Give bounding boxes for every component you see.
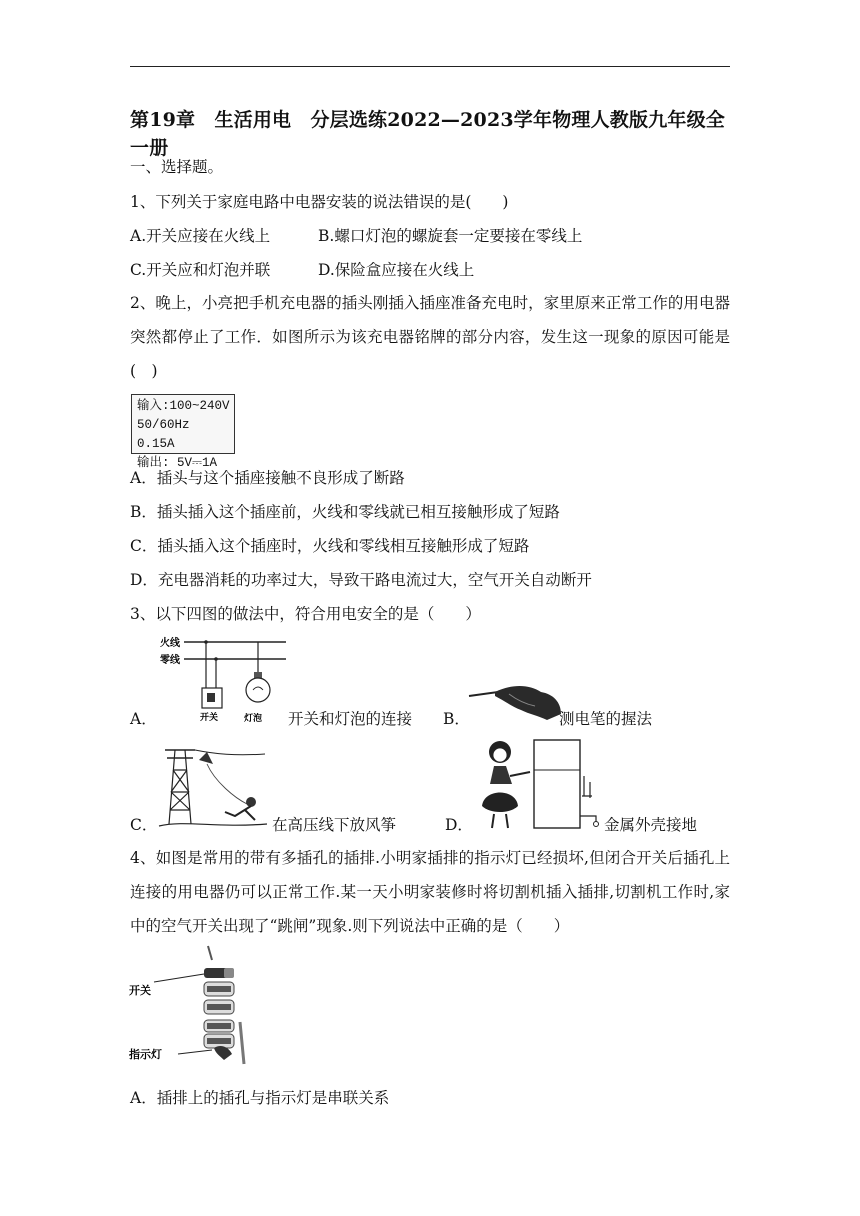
live-wire-label: 火线 <box>160 638 180 649</box>
q2-option-d: D．充电器消耗的功率过大，导致干路电流过大，空气开关自动断开 <box>130 571 592 589</box>
neutral-wire-label: 零线 <box>160 655 180 666</box>
switch-label: 开关 <box>200 712 219 722</box>
q3-option-a-letter: A． <box>130 710 157 728</box>
header-rule <box>130 66 730 67</box>
nameplate-input: 输入:100~240V <box>137 399 230 413</box>
q1-option-b: B.螺口灯泡的螺旋套一定要接在零线上 <box>318 227 583 245</box>
section-heading: 一、选择题。 <box>130 158 224 176</box>
q3-option-d-caption: 金属外壳接地 <box>604 816 698 834</box>
power-strip-indicator-label: 指示灯 <box>129 1049 162 1061</box>
q3-option-d-letter: D． <box>445 816 473 834</box>
q4-option-a: A．插排上的插孔与指示灯是串联关系 <box>130 1089 390 1107</box>
kite-under-power-line-figure <box>155 742 270 832</box>
page-title: 第19章 生活用电 分层选练2022—2023学年物理人教版九年级全一册 <box>130 109 726 159</box>
q1-option-c: C.开关应和灯泡并联 <box>130 261 271 279</box>
q3-stem: 3、以下四图的做法中，符合用电安全的是（ ） <box>130 605 481 623</box>
q1-option-a: A.开关应接在火线上 <box>130 227 271 245</box>
q1-stem: 1、下列关于家庭电路中电器安装的说法错误的是( ) <box>130 193 509 211</box>
switch-lamp-wiring-figure <box>158 632 288 724</box>
q3-option-b-caption: 测电笔的握法 <box>559 710 653 728</box>
q3-option-c-letter: C． <box>130 816 158 834</box>
q1-option-d: D.保险盒应接在火线上 <box>318 261 475 279</box>
lamp-label: 灯泡 <box>244 713 263 723</box>
grounded-appliance-figure <box>470 736 605 832</box>
test-pen-grip-figure <box>465 680 565 724</box>
q3-option-a-caption: 开关和灯泡的连接 <box>288 710 413 728</box>
power-strip-figure <box>128 944 258 1068</box>
q3-option-b-letter: B． <box>443 710 470 728</box>
power-strip-switch-label: 开关 <box>129 985 151 997</box>
q2-stem: 2、晚上，小亮把手机充电器的插头刚插入插座准备充电时，家里原来正常工作的用电器突然都停止了工作．如图所示为该充电器铭牌的部分内容，发生这一现象的原因可能是( ) <box>130 294 730 380</box>
nameplate-frequency: 50/60Hz 0.15A <box>137 418 190 451</box>
q4-stem: 4、如图是常用的带有多插孔的插排.小明家插排的指示灯已经损坏,但闭合开关后插孔上连接的用电器仍可以正常工作.某一天小明家装修时将切割机插入插排,切割机工作时,家中的空气开关出现了“跳闸”现象.则下列说法中正确的是（ ） <box>130 849 730 935</box>
q2-option-b: B．插头插入这个插座前，火线和零线就已相互接触形成了短路 <box>130 503 560 521</box>
q2-option-a: A．插头与这个插座接触不良形成了断路 <box>130 469 405 487</box>
q3-option-c-caption: 在高压线下放风筝 <box>272 816 397 834</box>
nameplate-output: 输出: 5V⎓1A <box>137 456 217 470</box>
charger-nameplate <box>131 394 235 470</box>
q2-option-c: C．插头插入这个插座时，火线和零线相互接触形成了短路 <box>130 537 530 555</box>
